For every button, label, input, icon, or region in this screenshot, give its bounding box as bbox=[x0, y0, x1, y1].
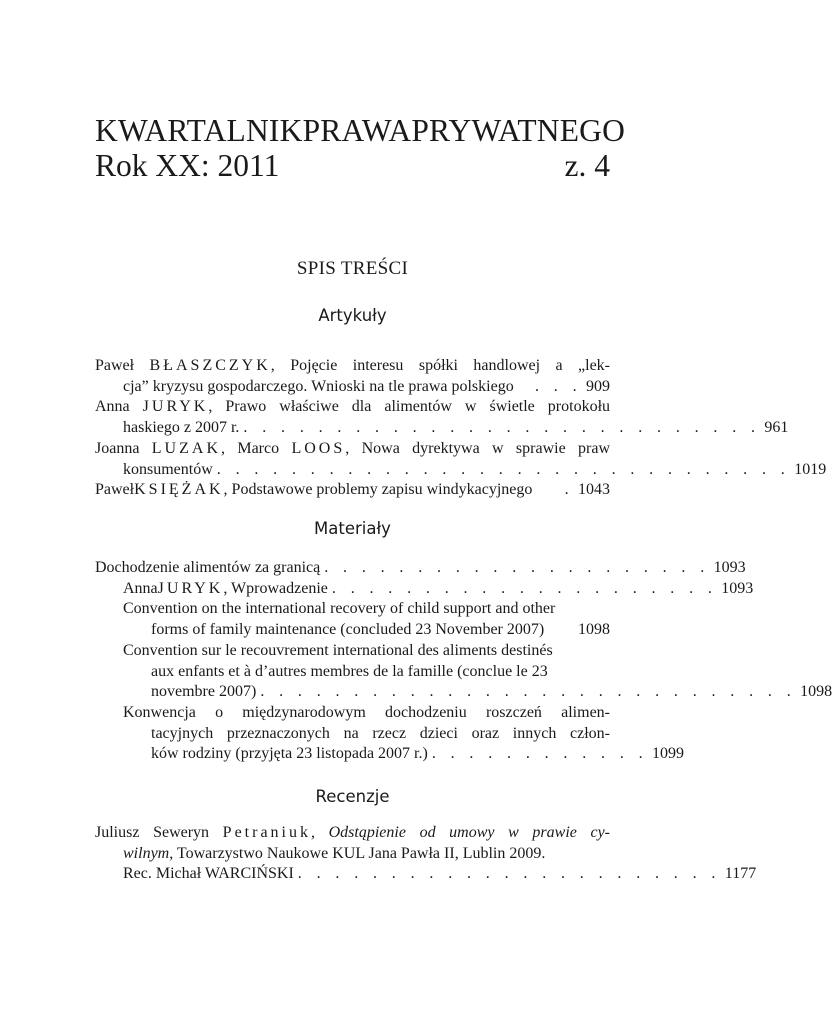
reviewer: Rec. Michał WARCIŃSKI bbox=[123, 865, 294, 883]
toc-entry-line: Convention sur le recouvrement international des aliments destinés bbox=[123, 641, 553, 659]
author-name: JURYK bbox=[157, 579, 224, 597]
toc-entry[interactable] bbox=[95, 439, 827, 480]
toc-entry[interactable] bbox=[95, 397, 789, 438]
toc-entry[interactable] bbox=[95, 579, 754, 600]
toc-entry[interactable] bbox=[95, 558, 746, 579]
leader-dots: . . . . . . . . . . . . bbox=[431, 745, 649, 763]
leader-dots: . . . . . . . . . . . . . . . . . . . . . . . . . . . . . . . bbox=[216, 460, 791, 478]
materials-list bbox=[95, 558, 832, 765]
journal-title-word-3: PRYWATNEGO bbox=[411, 113, 626, 148]
author-name: LUZAK bbox=[151, 439, 221, 457]
page-number: 1098 bbox=[578, 621, 610, 639]
toc-entry-line: Joanna LUZAK, Marco LOOS, Nowa dyrektywa w sprawie praw bbox=[95, 439, 610, 457]
author-name: JURYK bbox=[142, 398, 209, 416]
toc-entry-line: Konwencja o międzynarodowym dochodzeniu roszczeń alimen- bbox=[123, 703, 610, 721]
section-heading-recenzje: Recenzje bbox=[315, 787, 390, 806]
articles-list bbox=[95, 356, 827, 501]
author-name: KSIĘŻAK bbox=[134, 481, 224, 499]
page-number: 1019 bbox=[794, 460, 827, 478]
toc-entry[interactable] bbox=[95, 823, 757, 885]
toc-entry-line: Convention on the international recovery of child support and other bbox=[123, 600, 556, 618]
author-name: BŁASZCZYK bbox=[149, 357, 271, 374]
toc-entry[interactable] bbox=[95, 599, 610, 640]
leader-dots: . . . bbox=[535, 377, 582, 395]
year-label: Rok XX: 2011 bbox=[95, 148, 280, 183]
toc-entry-line: forms of family maintenance (concluded 23 November 2007) 1098 bbox=[95, 620, 610, 641]
page-number: 1177 bbox=[724, 865, 757, 883]
journal-title bbox=[95, 113, 626, 149]
leader-dots: . . . . . . . . . . . . . . . . . . . . . bbox=[331, 579, 718, 597]
reviews-list bbox=[95, 823, 757, 885]
toc-entry-line: konsumentów . . . . . . . . . . . . . . . . . . . . . . . . . . . . . . . 1019 bbox=[95, 460, 610, 481]
author-name: Petraniuk bbox=[222, 824, 311, 841]
toc-entry-line: Dochodzenie alimentów za granicą . . . . . . . . . . . . . . . . . . . . . 1093 bbox=[95, 558, 610, 579]
toc-heading: SPIS TREŚCI bbox=[296, 258, 409, 279]
toc-entry-line: haskiego z 2007 r. . . . . . . . . . . . . . . . . . . . . . . . . . . . . 961 bbox=[95, 418, 610, 439]
leader-dots: . . . . . . . . . . . . . . . . . . . . . bbox=[324, 559, 710, 576]
page-number: 1098 bbox=[800, 683, 832, 701]
page-number: 1093 bbox=[721, 579, 754, 597]
page-number: 961 bbox=[764, 419, 789, 437]
author-name: LOOS bbox=[291, 439, 346, 457]
page-number: 909 bbox=[586, 377, 610, 395]
page-number: 1099 bbox=[652, 745, 685, 763]
toc-entry-line: Anna JURYK , Wprowadzenie . . . . . . . . . . . . . . . . . . . . . 1093 bbox=[95, 579, 610, 600]
toc-entry-line bbox=[95, 864, 757, 885]
toc-entry-line: tacyjnych przeznaczonych na rzecz dzieci oraz innych człon- bbox=[151, 724, 610, 742]
leader-dots: . . . . . . . . . . . . . . . . . . . . . . . . . . . . . bbox=[260, 683, 797, 701]
book-title: wilnym bbox=[123, 844, 170, 862]
journal-title-word-2: PRAWA bbox=[302, 113, 412, 148]
toc-entry-line: Anna JURYK, Prawo właściwe dla alimentów w świetle protokołu bbox=[95, 398, 611, 416]
toc-entry[interactable] bbox=[95, 356, 610, 397]
page-number: 1043 bbox=[578, 481, 610, 499]
toc-entry-line: novembre 2007) . . . . . . . . . . . . . . . . . . . . . . . . . . . . . 1098 bbox=[95, 682, 610, 703]
toc-entry-line: cja” kryzysu gospodarczego. Wnioski na tle prawa polskiego . . . 909 bbox=[95, 377, 610, 398]
journal-year-issue bbox=[95, 148, 610, 184]
book-title: Odstąpienie od umowy w prawie cy- bbox=[328, 824, 611, 841]
toc-entry[interactable] bbox=[95, 480, 610, 501]
leader-dots: . bbox=[564, 481, 574, 499]
page-number: 1093 bbox=[713, 559, 746, 576]
section-heading-artykuly: Artykuły bbox=[318, 306, 387, 325]
toc-entry-line: aux enfants et à d’autres membres de la famille (conclue le 23 bbox=[151, 662, 548, 680]
leader-dots: . . . . . . . . . . . . . . . . . . . . . . . . . . . . bbox=[243, 419, 761, 437]
toc-entry-line: wilnym , Towarzystwo Naukowe KUL Jana Pawła II, Lublin 2009. bbox=[95, 844, 610, 865]
toc-entry-line: Paweł KSIĘŻAK , Podstawowe problemy zapisu windykacyjnego . 1043 bbox=[95, 480, 610, 501]
journal-title-word-1: KWARTALNIK bbox=[95, 113, 303, 148]
issue-label: z. 4 bbox=[564, 148, 610, 183]
toc-entry[interactable] bbox=[95, 703, 685, 765]
leader-dots: . . . . . . . . . . . . . . . . . . . . . . . bbox=[297, 865, 721, 883]
section-heading-materialy: Materiały bbox=[314, 519, 391, 538]
toc-entry-line: Juliusz Seweryn Petraniuk, Odstąpienie od umowy w prawie cy- bbox=[95, 824, 611, 841]
toc-entry[interactable] bbox=[95, 641, 832, 703]
toc-entry-line: Paweł BŁASZCZYK, Pojęcie interesu spółki handlowej a „lek- bbox=[95, 357, 610, 374]
toc-entry-line: ków rodziny (przyjęta 23 listopada 2007 r.) . . . . . . . . . . . . 1099 bbox=[95, 744, 610, 765]
